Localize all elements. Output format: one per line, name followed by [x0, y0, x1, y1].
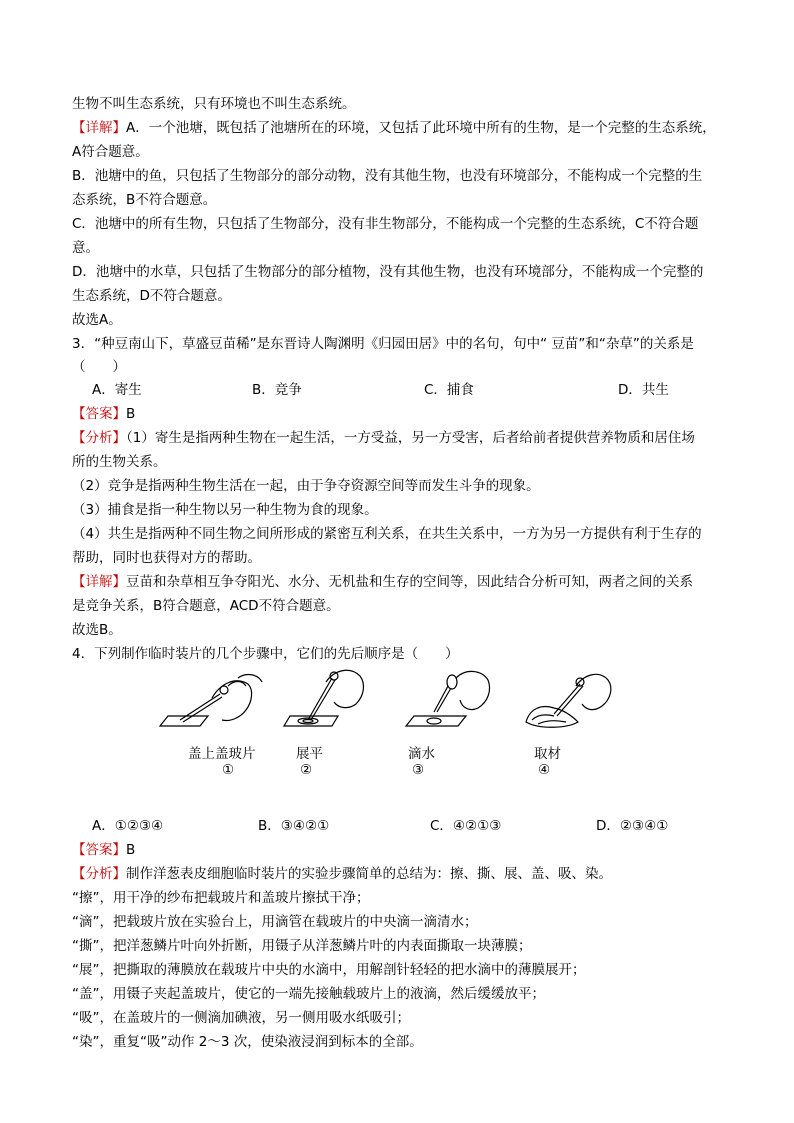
q2-detail-b2: 态系统，B不符合题意。 [72, 192, 217, 208]
q2-detail-d2: 生态系统，D不符合题意。 [72, 288, 231, 304]
step-take-material-drawing [526, 674, 611, 727]
q3-analysis-4b: 帮助，同时也获得对方的帮助。 [72, 550, 261, 566]
q3-detail-2: 是竞争关系，B符合题意，ACD不符合题意。 [72, 598, 340, 614]
q2-detail-a [72, 118, 716, 138]
q3-answer [72, 404, 135, 424]
q3-analysis-1 [72, 428, 695, 448]
q2-detail-b1: B．池塘中的鱼，只包括了生物部分的部分动物，没有其他生物，也没有环境部分，不能构成一个完整的生 [72, 168, 703, 184]
detail-text: A．一个池塘，既包括了池塘所在的环境，又包括了此环境中所有的生物，是一个完整的生态系统， [126, 120, 716, 136]
q2-choose: 故选A。 [72, 312, 122, 328]
q4-option-b: B．③④②① [258, 818, 330, 834]
q3-option-a: A．寄生 [92, 382, 142, 398]
q3-option-b: B．竞争 [252, 382, 302, 398]
answer-value: B [126, 842, 136, 858]
q4-analysis-0 [72, 864, 612, 884]
q4-option-d: D．②③④① [596, 818, 669, 834]
q4-analysis-5: “盖”，用镊子夹起盖玻片，使它的一端先接触载玻片上的液滴，然后缓缓放平； [72, 986, 545, 1002]
step-cover-slip-drawing [160, 675, 262, 726]
q3-analysis-2: （2）竞争是指两种生物生活在一起，由于争夺资源空间等而发生斗争的现象。 [72, 478, 540, 494]
answer-value: B [126, 406, 136, 422]
analysis-tag: 【分析】 [72, 866, 126, 882]
step-2-number: ② [300, 762, 313, 778]
q2-detail-a2: A符合题意。 [72, 144, 149, 160]
q4-analysis-7: “染”，重复“吸”动作 2～3 次，使染液浸润到标本的全部。 [72, 1034, 423, 1050]
q4-option-a: A．①②③④ [92, 818, 164, 834]
detail-text: 豆苗和杂草相互争夺阳光、水分、无机盐和生存的空间等，因此结合分析可知，两者之间的关系 [126, 574, 693, 590]
q2-detail-c1: C．池塘中的所有生物，只包括了生物部分，没有非生物部分，不能构成一个完整的生态系统，C不符合题 [72, 216, 699, 232]
answer-tag: 【答案】 [72, 406, 126, 422]
q4-analysis-1: “擦”，用干净的纱布把载玻片和盖玻片擦拭干净； [72, 890, 370, 906]
q4-analysis-4: “展”，把撕取的薄膜放在载玻片中央的水滴中，用解剖针轻轻的把水滴中的薄膜展开； [72, 962, 586, 978]
step-spread-drawing [284, 670, 363, 726]
step-4-label: 取材 [534, 746, 561, 762]
slide-steps-illustration [150, 664, 630, 744]
q3-option-d: D．共生 [618, 382, 669, 398]
q3-stem-1: 3．“种豆南山下，草盛豆苗稀”是东晋诗人陶渊明《归园田居》中的名句，句中“ 豆苗”和“杂草”的关系是 [72, 336, 694, 352]
step-2-label: 展平 [296, 746, 323, 762]
q4-option-c: C．④②①③ [430, 818, 502, 834]
slide-steps-figure [150, 664, 630, 784]
q3-analysis-1b: 所的生物关系。 [72, 454, 167, 470]
detail-tag: 【详解】 [72, 120, 126, 136]
q2-detail-d1: D．池塘中的水草，只包括了生物部分的部分植物，没有其他生物，也没有环境部分，不能构成一个完整的 [72, 264, 704, 280]
q4-analysis-3: “撕”，把洋葱鳞片叶向外折断，用镊子从洋葱鳞片叶的内表面撕取一块薄膜； [72, 938, 532, 954]
q3-stem-2: （ ） [72, 359, 126, 375]
q4-stem: 4．下列制作临时装片的几个步骤中，它们的先后顺序是（ ） [72, 646, 459, 662]
step-water-drop-drawing [406, 671, 490, 726]
step-3-label: 滴水 [408, 746, 435, 762]
detail-tag: 【详解】 [72, 574, 126, 590]
q4-analysis-6: “吸”，在盖玻片的一侧滴加碘液，另一侧用吸水纸吸引； [72, 1010, 410, 1026]
step-3-number: ③ [412, 762, 425, 778]
q3-option-c: C．捕食 [424, 382, 474, 398]
step-4-number: ④ [538, 762, 551, 778]
analysis-tag: 【分析】 [72, 430, 126, 446]
q2-detail-c2: 意。 [72, 240, 99, 256]
q3-analysis-4: （4）共生是指两种不同生物之间所形成的紧密互利关系，在共生关系中，一方为另一方提供有利于生存的 [72, 526, 702, 542]
analysis-text: （1）寄生是指两种生物在一起生活，一方受益，另一方受害，后者给前者提供营养物质和居住场 [126, 430, 695, 446]
step-1-number: ① [222, 762, 235, 778]
q4-answer [72, 840, 135, 860]
q3-detail-1 [72, 572, 693, 592]
answer-tag: 【答案】 [72, 842, 126, 858]
q3-choose: 故选B。 [72, 622, 122, 638]
q3-analysis-3: （3）捕食是指一种生物以另一种生物为食的现象。 [72, 502, 378, 518]
analysis-text: 制作洋葱表皮细胞临时装片的实验步骤简单的总结为：擦、撕、展、盖、吸、染。 [126, 866, 612, 882]
step-1-label: 盖上盖玻片 [188, 746, 256, 762]
q4-analysis-2: “滴”，把载玻片放在实验台上，用滴管在载玻片的中央滴一滴清水； [72, 914, 478, 930]
q2-intro: 生物不叫生态系统，只有环境也不叫生态系统。 [72, 96, 356, 112]
